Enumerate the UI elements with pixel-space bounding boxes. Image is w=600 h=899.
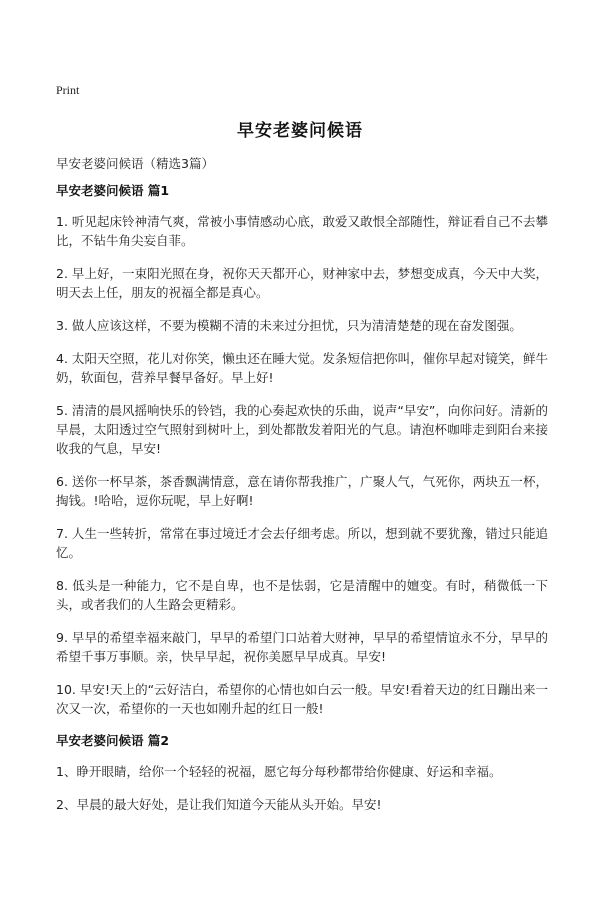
section-heading: 早安老婆问候语 篇1	[56, 183, 170, 198]
paragraph: 2. 早上好，一束阳光照在身，祝你天天都开心，财神家中去，梦想变成真，今天中大奖，明天去上任，朋友的祝福全都是真心。	[56, 266, 548, 300]
paragraph: 6. 送你一杯早茶，茶香飘满情意，意在请你帮我推广，广聚人气，气死你，两块五一杯，掏钱。!哈哈，逗你玩呢，早上好啊!	[56, 474, 548, 508]
paragraph: 7. 人生一些转折，常常在事过境迁才会去仔细考虑。所以，想到就不要犹豫，错过只能追忆。	[56, 526, 548, 560]
paragraph: 10. 早安!天上的“云好洁白，希望你的心情也如白云一般。早安!看着天边的红日蹦出来一次又一次，希望你的一天也如刚升起的红日一般!	[56, 682, 548, 716]
paragraph: 9. 早早的希望幸福来敲门，早早的希望门口站着大财神，早早的希望情谊永不分，早早的希望千事万事顺。亲，快早早起，祝你美愿早早成真。早安!	[56, 630, 548, 664]
paragraph: 5. 清清的晨风摇响快乐的铃铛，我的心奏起欢快的乐曲，说声“早安”，向你问好。清新的早晨，太阳透过空气照射到树叶上，到处都散发着阳光的气息。请泡杯咖啡走到阳台来接收我的气息，早安!	[56, 403, 548, 456]
paragraph: 3. 做人应该这样，不要为模糊不清的未来过分担忧，只为清清楚楚的现在奋发图强。	[56, 318, 522, 333]
paragraph: 2、早晨的最大好处，是让我们知道今天能从头开始。早安!	[56, 797, 382, 812]
section-heading: 早安老婆问候语 篇2	[56, 733, 170, 748]
paragraph: 1. 听见起床铃神清气爽，常被小事情感动心底，敢爱又敢恨全部随性，辩证看自己不去攀比，不钻牛角尖妄自菲。	[56, 214, 548, 248]
paragraph: 4. 太阳天空照，花儿对你笑，懒虫还在睡大觉。发条短信把你叫，催你早起对镜笑，鲜牛奶，软面包，营养早餐早备好。早上好!	[56, 351, 548, 385]
paragraph: 8. 低头是一种能力，它不是自卑，也不是怯弱，它是清醒中的嬗变。有时，稍微低一下头，或者我们的人生路会更精彩。	[56, 578, 548, 612]
document-subtitle: 早安老婆问候语（精选3篇）	[56, 156, 214, 171]
print-label[interactable]: Print	[56, 83, 80, 97]
section-1	[56, 182, 548, 718]
document-content	[56, 182, 548, 828]
page-title: 早安老婆问候语	[237, 121, 363, 141]
paragraph: 1、睁开眼睛，给你一个轻轻的祝福，愿它每分每秒都带给你健康、好运和幸福。	[56, 764, 502, 779]
section-2	[56, 732, 548, 814]
